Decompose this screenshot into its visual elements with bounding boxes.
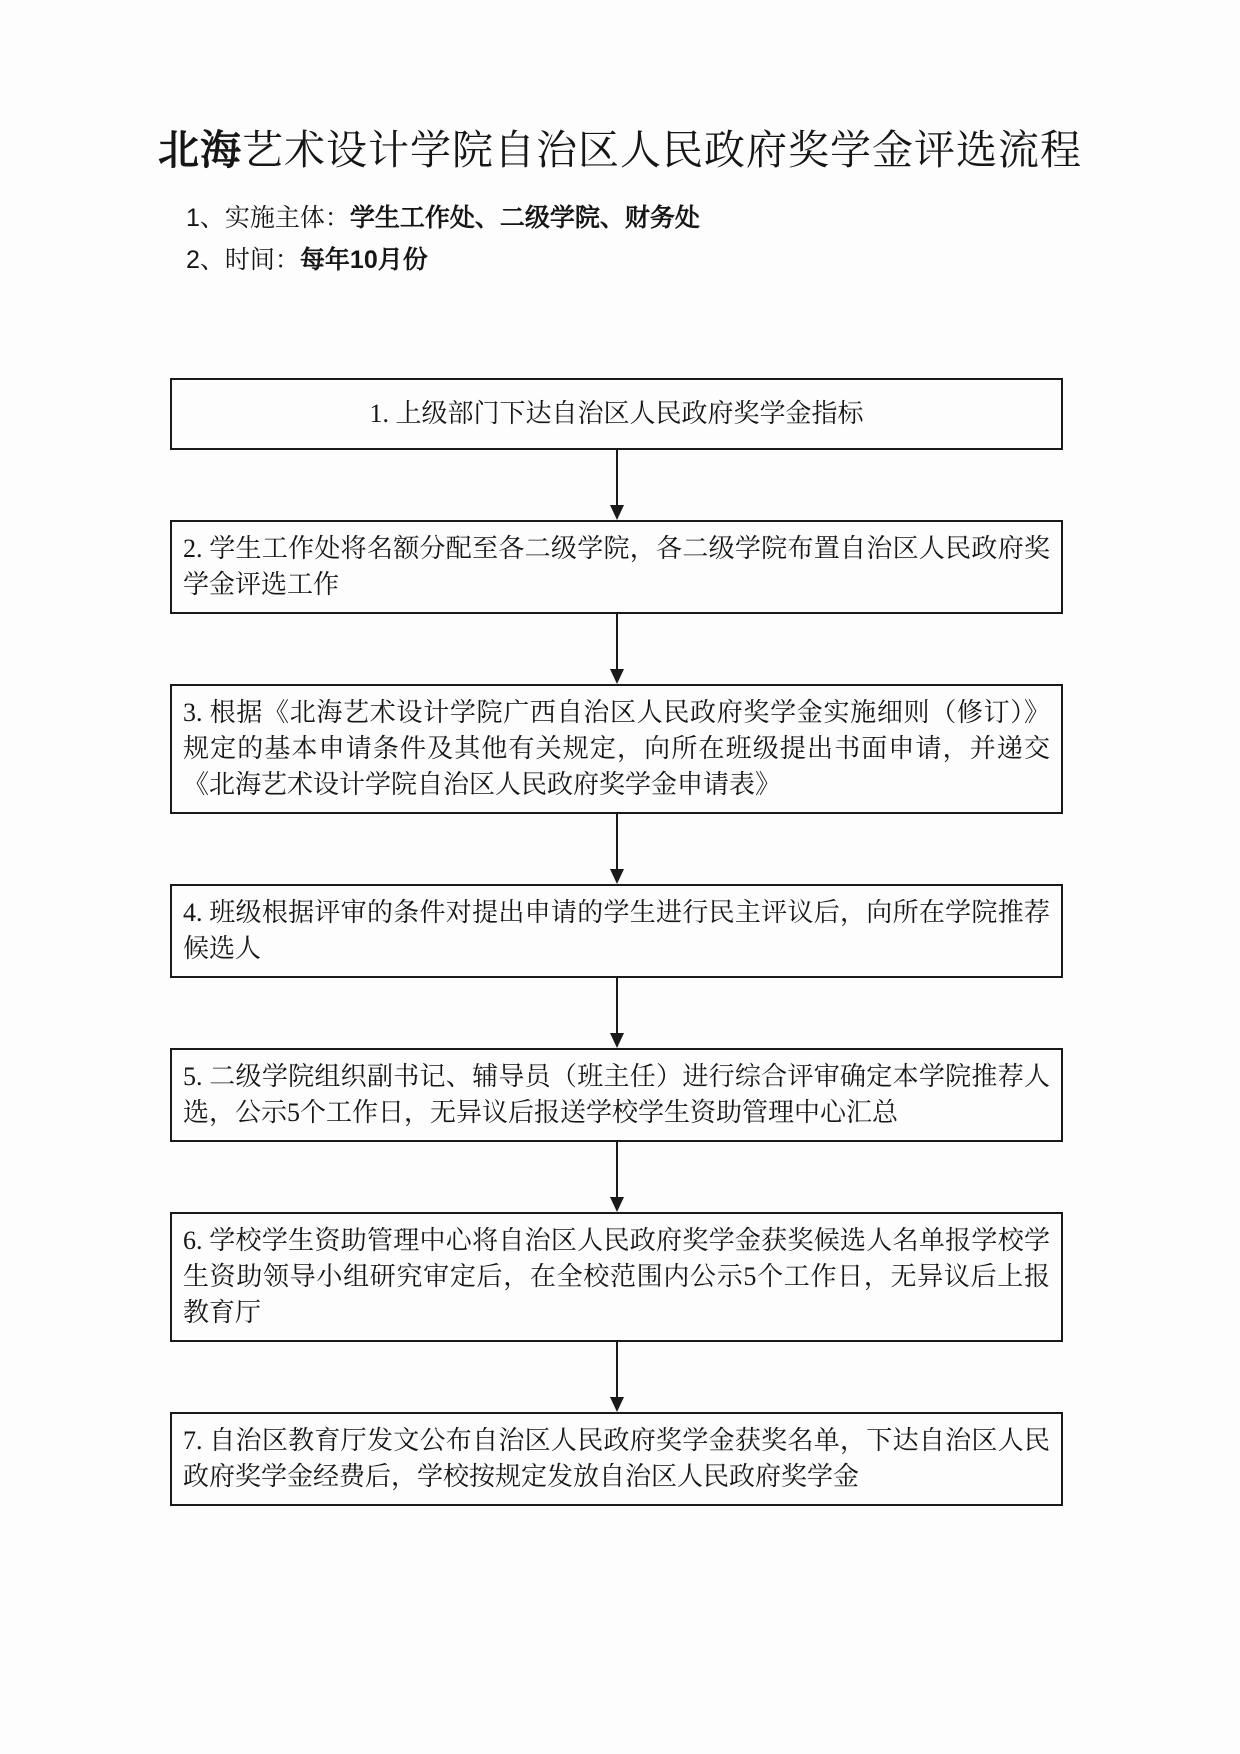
flow-step-text: 2. 学生工作处将名额分配至各二级学院，各二级学院布置自治区人民政府奖学金评选工作 <box>183 534 1050 599</box>
flow-step-box-6 <box>170 1212 1063 1342</box>
flow-step-box-3 <box>170 684 1063 814</box>
flow-step-text: 5. 二级学院组织副书记、辅导员（班主任）进行综合评审确定本学院推荐人选，公示5个工作日，无异议后报送学校学生资助管理中心汇总 <box>183 1062 1050 1127</box>
arrow-down-icon <box>610 1397 624 1412</box>
arrow-down-icon <box>610 505 624 520</box>
arrow-line <box>616 614 618 671</box>
flow-arrow-down <box>170 814 1063 884</box>
flow-step-box-2 <box>170 520 1063 614</box>
page-title-bold-part: 北海 <box>158 127 242 174</box>
flow-step-text: 3. 根据《北海艺术设计学院广西自治区人民政府奖学金实施细则（修订）》规定的基本申请条件及其他有关规定，向所在班级提出书面申请，并递交《北海艺术设计学院自治区人民政府奖学金申请表》 <box>183 698 1050 799</box>
flow-arrow-down <box>170 450 1063 520</box>
page-title-rest: 艺术设计学院自治区人民政府奖学金评选流程 <box>242 127 1082 174</box>
flow-arrow-down <box>170 614 1063 684</box>
intro-item-time <box>186 245 700 275</box>
intro-item-prefix: 2、 <box>186 246 225 274</box>
intro-item-label: 实施主体： <box>224 204 350 232</box>
intro-item-prefix: 1、 <box>186 204 225 232</box>
flow-step-box-7 <box>170 1412 1063 1506</box>
intro-item-value: 每年10月份 <box>299 246 428 274</box>
flow-step-box-1 <box>170 378 1063 450</box>
flow-step-text: 4. 班级根据评审的条件对提出申请的学生进行民主评议后，向所在学院推荐候选人 <box>183 898 1050 963</box>
flow-step-box-5 <box>170 1048 1063 1142</box>
intro-item-subject <box>186 203 700 233</box>
flow-arrow-down <box>170 1342 1063 1412</box>
intro-item-label: 时间： <box>224 246 300 274</box>
arrow-line <box>616 1142 618 1199</box>
arrow-line <box>616 978 618 1035</box>
intro-item-value: 学生工作处、二级学院、财务处 <box>349 204 700 232</box>
arrow-down-icon <box>610 669 624 684</box>
flow-step-box-4 <box>170 884 1063 978</box>
flow-step-text: 6. 学校学生资助管理中心将自治区人民政府奖学金获奖候选人名单报学校学生资助领导小组研究审定后，在全校范围内公示5个工作日，无异议后上报教育厅 <box>183 1226 1050 1327</box>
arrow-down-icon <box>610 869 624 884</box>
arrow-line <box>616 450 618 507</box>
arrow-line <box>616 814 618 871</box>
flow-arrow-down <box>170 1142 1063 1212</box>
flow-step-text: 7. 自治区教育厅发文公布自治区人民政府奖学金获奖名单，下达自治区人民政府奖学金经费后，学校按规定发放自治区人民政府奖学金 <box>183 1426 1050 1491</box>
arrow-down-icon <box>610 1197 624 1212</box>
flow-step-text: 1. 上级部门下达自治区人民政府奖学金指标 <box>369 399 864 428</box>
flow-arrow-down <box>170 978 1063 1048</box>
intro-list <box>186 203 700 287</box>
arrow-line <box>616 1342 618 1399</box>
flowchart <box>170 378 1063 1506</box>
page-title <box>0 124 1240 176</box>
arrow-down-icon <box>610 1033 624 1048</box>
